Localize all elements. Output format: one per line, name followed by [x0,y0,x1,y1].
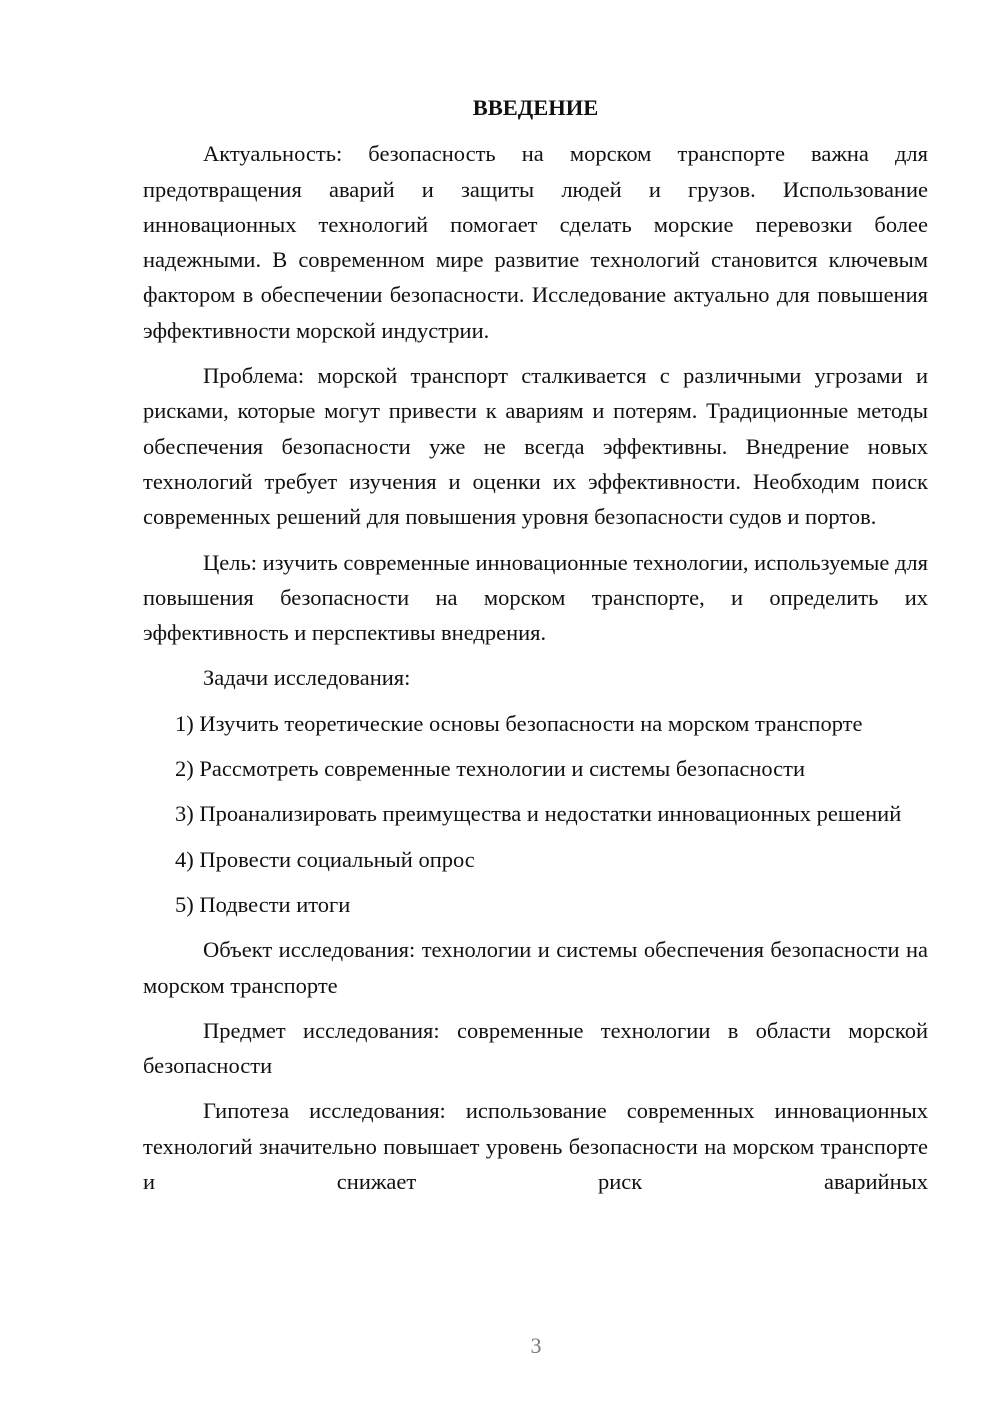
task-item: 4) Провести социальный опрос [175,846,475,872]
task-item: 3) Проанализировать преимущества и недостатки инновационных решений [175,801,902,827]
page-number: 3 [530,1333,542,1358]
task-item: 1) Изучить теоретические основы безопасности на морском транспорте [175,710,863,736]
hypothesis-paragraph: Гипотеза исследования: использование современных инновационных технологий значительно повышает уровень безопасности на морском транспорте и снижает риск аварийных [143,1098,928,1195]
goal-paragraph: Цель: изучить современные инновационные технологии, используемые для повышения безопасности на морском транспорте, и определить их эффективность и перспективы внедрения. [143,549,929,646]
task-item: 2) Рассмотреть современные технологии и системы безопасности [175,756,806,782]
section-title: ВВЕДЕНИЕ [472,95,599,120]
task-item: 5) Подвести итоги [175,891,351,917]
relevance-paragraph: Актуальность: безопасность на морском транспорте важна для предотвращения аварий и защиты людей и грузов. Использование инновационных технологий помогает сделать морские перевозки более надежными. В современном мире развитие технологий становится ключевым фактором в обеспечении безопасности. Исследование актуально для повышения эффективности морской индустрии. [143,141,928,343]
research-object-paragraph: Объект исследования: технологии и системы обеспечения безопасности на морском транспорте [143,937,928,998]
page-content [143,90,928,1199]
problem-paragraph: Проблема: морской транспорт сталкивается с различными угрозами и рисками, которые могут привести к авариям и потерям. Традиционные методы обеспечения безопасности уже не всегда эффективны. Внедрение новых технологий требует изучения и оценки их эффективности. Необходим поиск современных решений для повышения уровня безопасности судов и портов. [143,363,928,530]
research-subject-paragraph: Предмет исследования: современные технологии в области морской безопасности [143,1017,928,1079]
tasks-heading: Задачи исследования: [203,665,411,691]
